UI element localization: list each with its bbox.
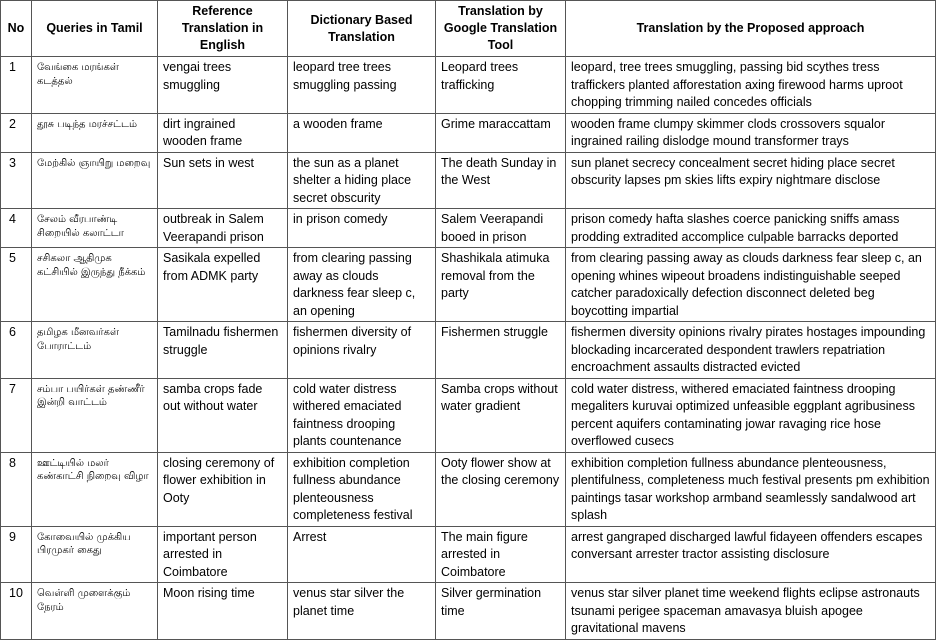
row-number: 3	[1, 152, 32, 209]
proposed-translation: venus star silver planet time weekend flights eclipse astronauts tsunami perigee spaceman amavasya bluish apogee gravitational mavens	[566, 583, 936, 640]
google-translation: Leopard trees trafficking	[436, 57, 566, 114]
proposed-translation: sun planet secrecy concealment secret hiding place secret obscurity lapses pm skies lifts expiry nightmare disclose	[566, 152, 936, 209]
tamil-query: வெள்ளி முளைக்கும் நேரம்	[32, 583, 158, 640]
row-number: 7	[1, 378, 32, 452]
proposed-translation: from clearing passing away as clouds darkness fear sleep c, an opening whines wipeout broadens indistinguishable seeped catcher paradoxically defection disconnect deleted beg boycotting impartial	[566, 248, 936, 322]
table-row	[1, 57, 936, 114]
reference-translation: closing ceremony of flower exhibition in Ooty	[158, 452, 288, 526]
header-reference: Reference Translation in English	[158, 1, 288, 57]
table-row	[1, 583, 936, 640]
table-row	[1, 152, 936, 209]
tamil-query: சேலம் வீரபாண்டி சிறையில் கலாட்டா	[32, 209, 158, 248]
dictionary-translation: fishermen diversity of opinions rivalry	[288, 322, 436, 379]
reference-translation: Tamilnadu fishermen struggle	[158, 322, 288, 379]
google-translation: Ooty flower show at the closing ceremony	[436, 452, 566, 526]
proposed-translation: prison comedy hafta slashes coerce panicking sniffs amass prodding extradited accomplice culpable barracks deported	[566, 209, 936, 248]
header-google: Translation by Google Translation Tool	[436, 1, 566, 57]
dictionary-translation: Arrest	[288, 526, 436, 583]
header-dictionary: Dictionary Based Translation	[288, 1, 436, 57]
row-number: 10	[1, 583, 32, 640]
google-translation: Shashikala atimuka removal from the party	[436, 248, 566, 322]
google-translation: Fishermen struggle	[436, 322, 566, 379]
dictionary-translation: cold water distress withered emaciated faintness drooping plants countenance	[288, 378, 436, 452]
row-number: 9	[1, 526, 32, 583]
proposed-translation: arrest gangraped discharged lawful fidayeen offenders escapes conversant arrester tractor assisting disclosure	[566, 526, 936, 583]
tamil-query: ஊட்டியில் மலர் கண்காட்சி நிறைவு விழா	[32, 452, 158, 526]
tamil-query: தூசு படிந்த மரச்சட்டம்	[32, 113, 158, 152]
google-translation: Grime maraccattam	[436, 113, 566, 152]
google-translation: The death Sunday in the West	[436, 152, 566, 209]
dictionary-translation: the sun as a planet shelter a hiding place secret obscurity	[288, 152, 436, 209]
tamil-query: மேற்கில் ஞாயிறு மறைவு	[32, 152, 158, 209]
reference-translation: Sasikala expelled from ADMK party	[158, 248, 288, 322]
row-number: 5	[1, 248, 32, 322]
tamil-query: சம்பா பயிர்கள் தண்ணீர் இன்றி வாட்டம்	[32, 378, 158, 452]
reference-translation: Moon rising time	[158, 583, 288, 640]
proposed-translation: wooden frame clumpy skimmer clods crossovers squalor ingrained railing dislodge mound transformer trays	[566, 113, 936, 152]
dictionary-translation: leopard tree trees smuggling passing	[288, 57, 436, 114]
google-translation: Samba crops without water gradient	[436, 378, 566, 452]
dictionary-translation: a wooden frame	[288, 113, 436, 152]
table-row	[1, 209, 936, 248]
proposed-translation: fishermen diversity opinions rivalry pirates hostages impounding blockading incarcerated despondent trawlers repatriation encroachment assaults distracted evicted	[566, 322, 936, 379]
row-number: 8	[1, 452, 32, 526]
table-row	[1, 526, 936, 583]
google-translation: The main figure arrested in Coimbatore	[436, 526, 566, 583]
row-number: 2	[1, 113, 32, 152]
dictionary-translation: exhibition completion fullness abundance plenteousness completeness festival	[288, 452, 436, 526]
dictionary-translation: from clearing passing away as clouds darkness fear sleep c, an opening	[288, 248, 436, 322]
tamil-query: கோவையில் முக்கிய பிரமுகர் கைது	[32, 526, 158, 583]
tamil-query: சசிகலா ஆதிமுக கட்சியில் இருந்து நீக்கம்	[32, 248, 158, 322]
proposed-translation: leopard, tree trees smuggling, passing bid scythes tress traffickers planted afforestation axing firewood harms uproot chopping trimming nailed concedes officials	[566, 57, 936, 114]
reference-translation: Sun sets in west	[158, 152, 288, 209]
table-row	[1, 452, 936, 526]
proposed-translation: exhibition completion fullness abundance plenteousness, plentifulness, completeness much festival presents pm exhibition paintings tasar workshop armband seamlessly sandalwood art splash	[566, 452, 936, 526]
header-queries-tamil: Queries in Tamil	[32, 1, 158, 57]
reference-translation: vengai trees smuggling	[158, 57, 288, 114]
tamil-query: தமிழக மீனவர்கள் போராட்டம்	[32, 322, 158, 379]
dictionary-translation: in prison comedy	[288, 209, 436, 248]
row-number: 4	[1, 209, 32, 248]
table-row	[1, 378, 936, 452]
google-translation: Silver germination time	[436, 583, 566, 640]
reference-translation: outbreak in Salem Veerapandi prison	[158, 209, 288, 248]
table-row	[1, 248, 936, 322]
tamil-query: வேங்கை மரங்கள் கடத்தல்	[32, 57, 158, 114]
row-number: 6	[1, 322, 32, 379]
proposed-translation: cold water distress, withered emaciated faintness drooping megaliters kuruvai optimized unfeasible eggplant agribusiness percent aquifers contaminating jowar ravaging rice hose overflowed cusecs	[566, 378, 936, 452]
header-no: No	[1, 1, 32, 57]
header-proposed: Translation by the Proposed approach	[566, 1, 936, 57]
reference-translation: dirt ingrained wooden frame	[158, 113, 288, 152]
reference-translation: important person arrested in Coimbatore	[158, 526, 288, 583]
header-row	[1, 1, 936, 57]
table-row	[1, 113, 936, 152]
table-row	[1, 322, 936, 379]
google-translation: Salem Veerapandi booed in prison	[436, 209, 566, 248]
reference-translation: samba crops fade out without water	[158, 378, 288, 452]
row-number: 1	[1, 57, 32, 114]
dictionary-translation: venus star silver the planet time	[288, 583, 436, 640]
